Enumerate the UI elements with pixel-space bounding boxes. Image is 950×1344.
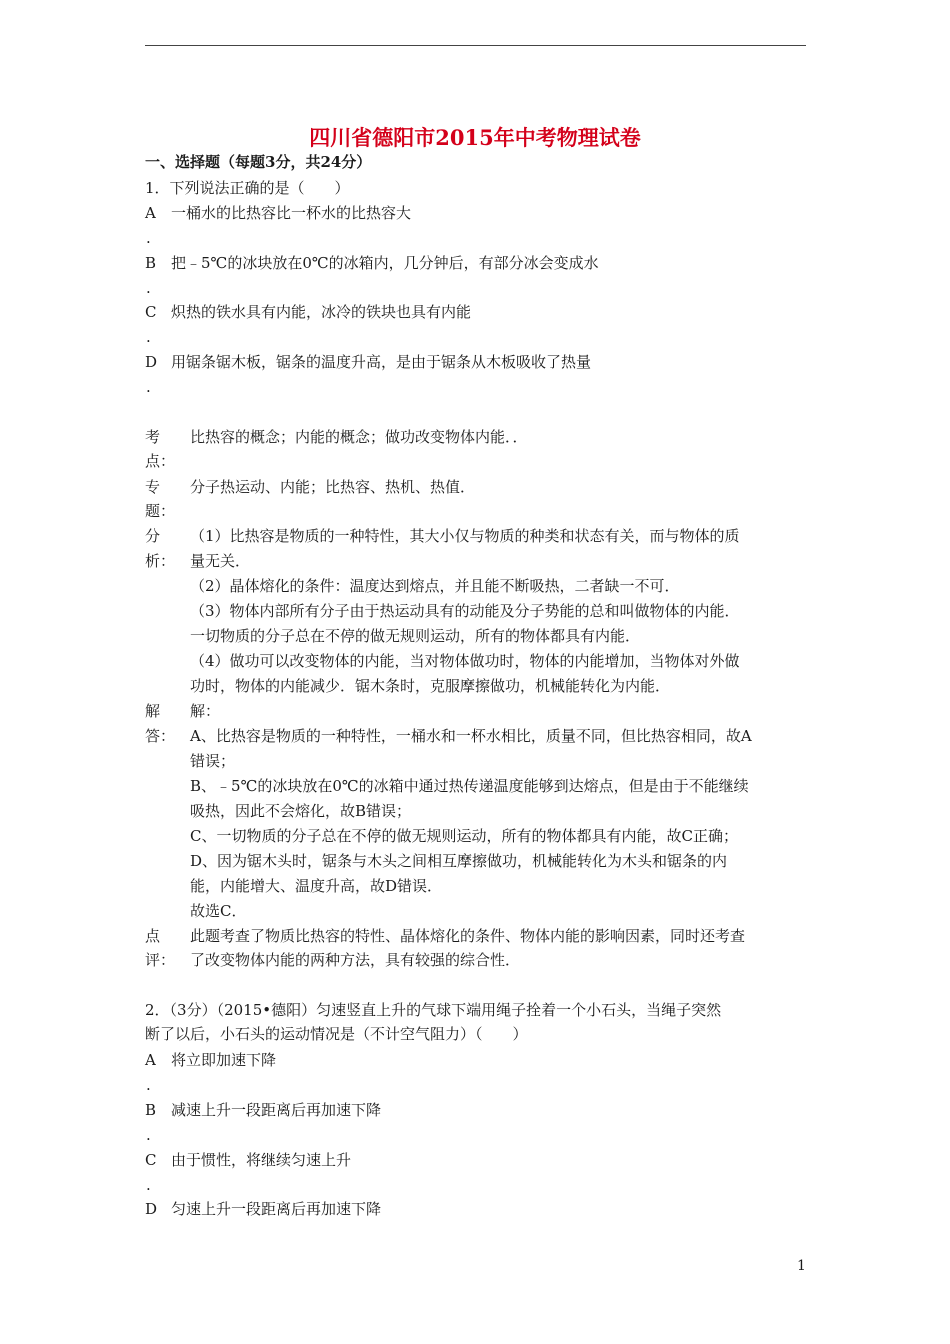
q1-option-a-dot: . [146,229,151,247]
dianping-line: 此题考查了物质比热容的特性、晶体熔化的条件、物体内能的影响因素，同时还考查 [190,927,746,945]
zhuanti-label-2: 题： [145,502,176,520]
page-number: 1 [797,1258,806,1274]
q1-option-c-dot: . [146,328,151,346]
question-1-stem: 1．下列说法正确的是（ ） [145,179,350,197]
q1-option-d-dot: . [146,378,151,396]
q2-option-b-letter: B [145,1101,157,1119]
jieda-line: A、比热容是物质的一种特性，一桶水和一杯水相比，质量不同，但比热容相同，故A [190,727,752,745]
header-rule [145,45,806,46]
zhuanti-text: 分子热运动、内能；比热容、热机、热值． [190,478,476,496]
q1-option-a-text: 一桶水的比热容比一杯水的比热容大 [171,204,412,222]
q2-option-c-text: 由于惯性，将继续匀速上升 [171,1151,352,1169]
q1-option-b-dot: . [146,279,151,297]
fenxi-line: 功时，物体的内能减少．锯木条时，克服摩擦做功，机械能转化为内能． [190,677,671,695]
jieda-line: 错误； [190,752,236,770]
q1-option-b-letter: B [145,254,157,272]
dianping-label-1: 点 [145,927,161,945]
q1-option-c-text: 炽热的铁水具有内能，冰冷的铁块也具有内能 [171,303,472,321]
fenxi-line: 一切物质的分子总在不停的做无规则运动，所有的物体都具有内能． [190,627,641,645]
fenxi-label-2: 析： [145,552,176,570]
kaodian-text: 比热容的概念；内能的概念；做功改变物体内能．． [190,428,528,446]
q1-option-d-letter: D [145,353,158,371]
jieda-label-1: 解 [145,702,161,720]
jieda-line: 能，内能增大、温度升高，故D错误． [190,877,443,895]
fenxi-line: 量无关． [190,552,251,570]
kaodian-label-1: 考 [145,428,161,446]
section-heading: 一、选择题（每题3分，共24分） [145,153,372,171]
jieda-line: B、﹣5℃的冰块放在0℃的冰箱中通过热传递温度能够到达熔点，但是由于不能继续 [190,777,749,795]
q1-option-a-letter: A [145,204,156,222]
dianping-line: 了改变物体内能的两种方法，具有较强的综合性． [190,951,521,969]
question-2-stem-line-2: 断了以后，小石头的运动情况是（不计空气阻力）（ ） [145,1025,528,1043]
q2-option-c-letter: C [145,1151,157,1169]
q2-option-a-letter: A [145,1051,156,1069]
kaodian-label-2: 点： [145,452,176,470]
zhuanti-label-1: 专 [145,478,161,496]
dianping-label-2: 评： [145,951,176,969]
q1-option-c-letter: C [145,303,157,321]
q2-option-c-dot: . [146,1176,151,1194]
jieda-line: 解： [190,702,221,720]
jieda-line: D、因为锯木头时，锯条与木头之间相互摩擦做功，机械能转化为木头和锯条的内 [190,852,728,870]
q2-option-b-dot: . [146,1126,151,1144]
fenxi-line: （4）做功可以改变物体的内能，当对物体做功时，物体的内能增加，当物体对外做 [190,652,740,670]
fenxi-label-1: 分 [145,527,161,545]
page-title: 四川省德阳市2015年中考物理试卷 [309,125,641,150]
fenxi-line: （2）晶体熔化的条件：温度达到熔点，并且能不断吸热，二者缺一不可． [190,577,680,595]
jieda-line: 吸热，因此不会熔化，故B错误； [190,802,412,820]
q2-option-a-text: 将立即加速下降 [171,1051,277,1069]
q2-option-b-text: 减速上升一段距离后再加速下降 [171,1101,382,1119]
q2-option-d-letter: D [145,1200,158,1218]
jieda-line: C、一切物质的分子总在不停的做无规则运动，所有的物体都具有内能，故C正确； [190,827,738,845]
fenxi-line: （1）比热容是物质的一种特性，其大小仅与物质的种类和状态有关，而与物体的质 [190,527,740,545]
q1-option-b-text: 把﹣5℃的冰块放在0℃的冰箱内，几分钟后，有部分冰会变成水 [171,254,599,272]
fenxi-line: （3）物体内部所有分子由于热运动具有的动能及分子势能的总和叫做物体的内能． [190,602,740,620]
q2-option-d-text: 匀速上升一段距离后再加速下降 [171,1200,382,1218]
jieda-line: 故选C． [190,902,247,920]
q1-option-d-text: 用锯条锯木板，锯条的温度升高，是由于锯条从木板吸收了热量 [171,353,592,371]
jieda-label-2: 答： [145,727,176,745]
question-2-stem-line-1: 2．（3分）（2015•德阳）匀速竖直上升的气球下端用绳子拴着一个小石头，当绳子突然 [145,1001,722,1019]
q2-option-a-dot: . [146,1076,151,1094]
